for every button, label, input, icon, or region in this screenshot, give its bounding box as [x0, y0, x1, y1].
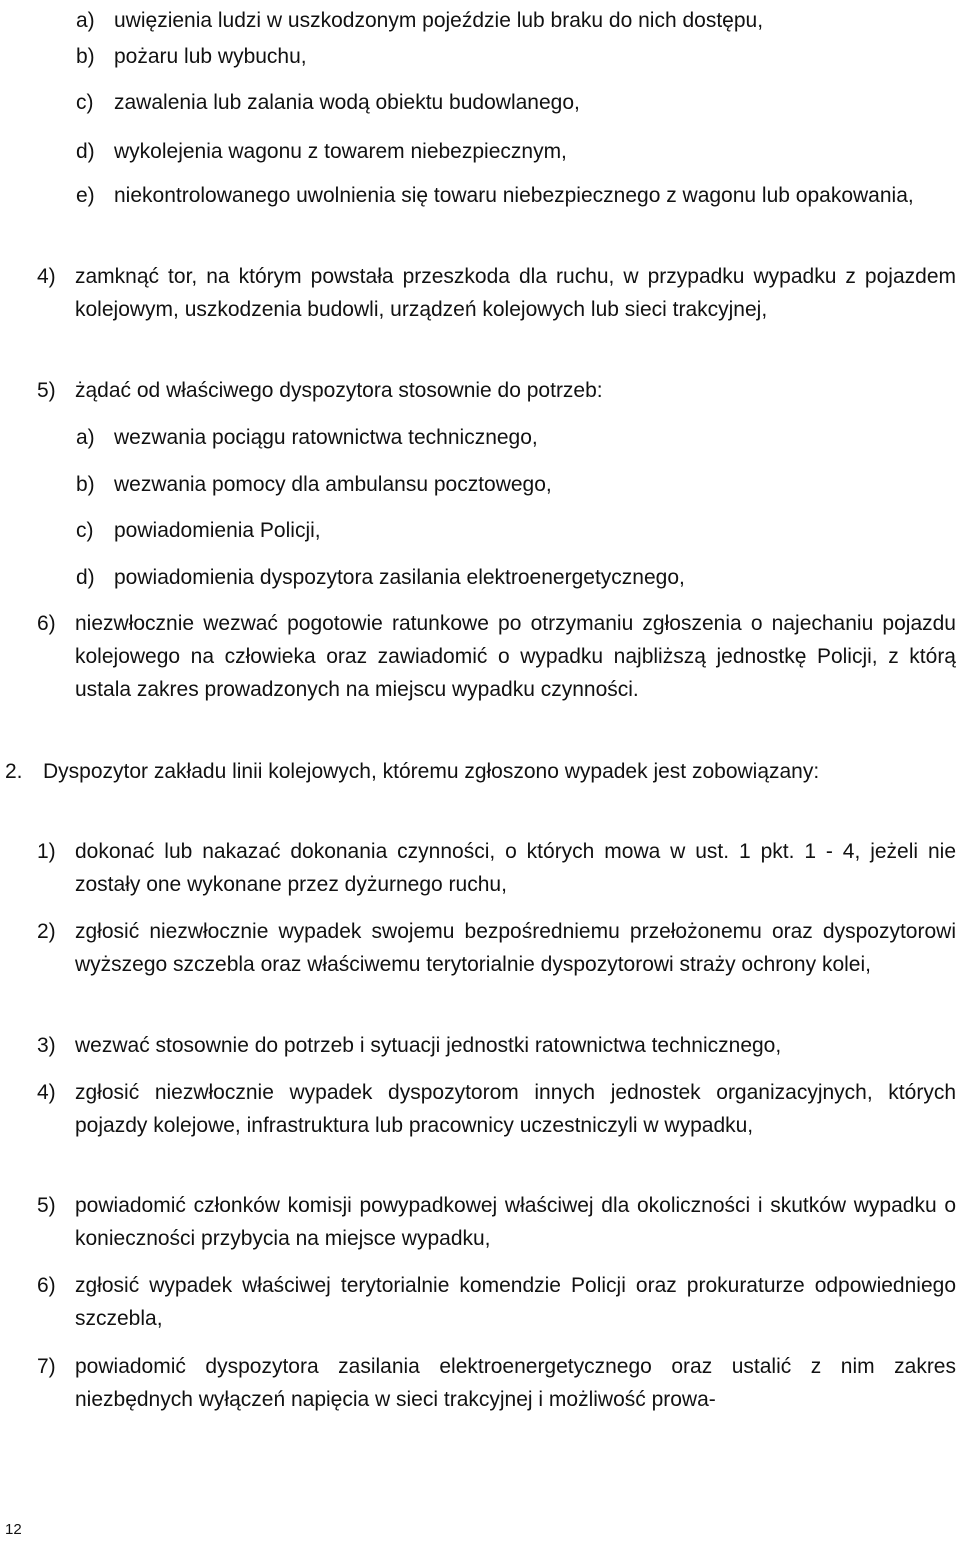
list-item-b1 — [76, 40, 956, 73]
list-item-a2 — [76, 421, 956, 454]
item-marker: 6) — [37, 612, 56, 635]
item-marker: 3) — [37, 1034, 56, 1057]
item-text: niezwłocznie wezwać pogotowie ratunkowe po otrzymaniu zgłoszenia o najechaniu pojazdu kolejowego na człowieka oraz zawiadomić o wypadku najbliższą jednostkę Policji, z którą ustala zakres prowadzonych na miejscu wypadku czynności. — [75, 612, 956, 701]
item-text: powiadomić członków komisji powypadkowej właściwej dla okoliczności i skutków wypadku o konieczności przybycia na miejsce wypadku, — [75, 1194, 956, 1250]
item-text: zgłosić niezwłocznie wypadek dyspozytorom innych jednostek organizacyjnych, których pojazdy kolejowe, infrastruktura lub pracownicy uczestniczyli w wypadku, — [75, 1081, 956, 1137]
page-number: 12 — [5, 1521, 22, 1538]
list-item-1 — [37, 835, 956, 901]
section-marker: 2. — [5, 760, 23, 783]
list-item-4 — [37, 260, 956, 326]
list-item-b2 — [76, 468, 956, 501]
item-marker: 7) — [37, 1355, 56, 1378]
item-marker: 5) — [37, 379, 56, 402]
list-item-5 — [37, 374, 956, 407]
item-marker: 4) — [37, 265, 56, 288]
item-text: powiadomienia dyspozytora zasilania elektroenergetycznego, — [114, 566, 685, 589]
list-item-d1 — [76, 135, 956, 168]
item-text: dokonać lub nakazać dokonania czynności, o których mowa w ust. 1 pkt. 1 - 4, jeżeli nie zostały one wykonane przez dyżurnego ruchu, — [75, 840, 956, 896]
list-item-5b — [37, 1189, 956, 1255]
item-text: pożaru lub wybuchu, — [114, 45, 307, 68]
item-marker: d) — [76, 566, 95, 589]
section-2 — [5, 755, 956, 788]
item-marker: e) — [76, 184, 95, 207]
list-item-6 — [37, 607, 956, 706]
item-text: uwięzienia ludzi w uszkodzonym pojeździe lub braku do nich dostępu, — [114, 9, 764, 32]
list-item-c2 — [76, 514, 956, 547]
item-text: zgłosić wypadek właściwej terytorialnie komendzie Policji oraz prokuraturze odpowiedniego szczebla, — [75, 1274, 956, 1330]
item-text: wezwania pociągu ratownictwa technicznego, — [114, 426, 538, 449]
item-text: powiadomić dyspozytora zasilania elektroenergetycznego oraz ustalić z nim zakres niezbędnych wyłączeń napięcia w sieci trakcyjnej i możliwość prowa- — [75, 1355, 956, 1411]
list-item-e1 — [76, 179, 956, 212]
list-item-7 — [37, 1350, 956, 1416]
item-marker: d) — [76, 140, 95, 163]
item-marker: a) — [76, 9, 95, 32]
item-marker: c) — [76, 91, 94, 114]
item-marker: a) — [76, 426, 95, 449]
item-text: powiadomienia Policji, — [114, 519, 321, 542]
section-text: Dyspozytor zakładu linii kolejowych, któremu zgłoszono wypadek jest zobowiązany: — [43, 760, 820, 783]
item-marker: c) — [76, 519, 94, 542]
item-marker: 5) — [37, 1194, 56, 1217]
item-text: zawalenia lub zalania wodą obiektu budowlanego, — [114, 91, 580, 114]
item-text: zamknąć tor, na którym powstała przeszkoda dla ruchu, w przypadku wypadku z pojazdem kolejowym, uszkodzenia budowli, urządzeń kolejowych lub sieci trakcyjnej, — [75, 265, 956, 321]
item-marker: 2) — [37, 920, 56, 943]
list-item-c1 — [76, 86, 956, 119]
item-text: wezwania pomocy dla ambulansu pocztowego, — [114, 473, 552, 496]
list-item-d2 — [76, 561, 956, 594]
item-text: zgłosić niezwłocznie wypadek swojemu bezpośredniemu przełożonemu oraz dyspozytorowi wyższego szczebla oraz właściwemu terytorialnie dyspozytorowi straży ochrony kolei, — [75, 920, 956, 976]
item-text: żądać od właściwego dyspozytora stosownie do potrzeb: — [75, 379, 603, 402]
list-item-3 — [37, 1029, 956, 1062]
item-marker: b) — [76, 473, 95, 496]
list-item-2 — [37, 915, 956, 981]
item-text: wezwać stosownie do potrzeb i sytuacji jednostki ratownictwa technicznego, — [75, 1034, 782, 1057]
list-item-4b — [37, 1076, 956, 1142]
list-item-6b — [37, 1269, 956, 1335]
item-marker: 1) — [37, 840, 56, 863]
list-item-a1 — [76, 4, 956, 37]
item-marker: 6) — [37, 1274, 56, 1297]
item-text: wykolejenia wagonu z towarem niebezpiecznym, — [114, 140, 567, 163]
item-text: niekontrolowanego uwolnienia się towaru niebezpiecznego z wagonu lub opakowania, — [114, 184, 914, 207]
item-marker: b) — [76, 45, 95, 68]
item-marker: 4) — [37, 1081, 56, 1104]
